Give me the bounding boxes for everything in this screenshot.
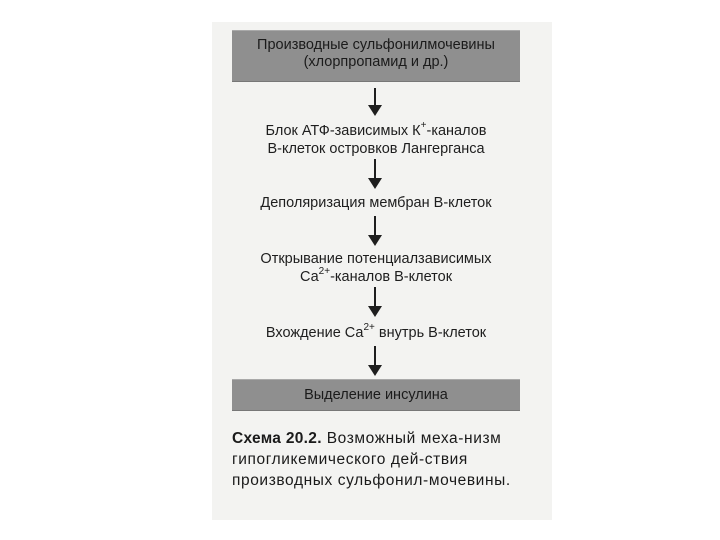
step2-line1: Деполяризация мембран В-клеток (260, 195, 492, 211)
start-box-line2: (хлорпропамид и др.) (303, 54, 449, 70)
caption-text: Возможный меха-низм гипогликемического дей-ствия производных сульфонил-мочевины. (232, 430, 511, 489)
arrow-4 (368, 287, 382, 317)
start-box-line1: Производные сульфонилмочевины (257, 37, 495, 53)
step3-line2: $Са^{2+}$-каналов В-клеток (299, 266, 453, 285)
arrow-1 (368, 88, 382, 116)
step4-line1: Вхождение $Са^{2+}$ внутрь В-клеток (265, 322, 487, 341)
caption-label: Схема 20.2. (232, 430, 322, 447)
step-potassium-channel-block (230, 122, 522, 158)
result-box (232, 379, 520, 411)
step-calcium-channel-opening (230, 250, 522, 286)
step3-line1: Открывание потенциалзависимых (260, 251, 492, 267)
arrow-2 (368, 159, 382, 189)
arrow-3 (368, 216, 382, 246)
step1-line1: Блок АТФ-зависимых К+-каналов (265, 120, 487, 139)
start-box (232, 30, 520, 82)
step-depolarization (230, 194, 522, 212)
result-box-line1: Выделение инсулина (304, 387, 448, 403)
step-calcium-entry (230, 324, 522, 342)
figure-caption (232, 428, 532, 491)
arrow-5 (368, 346, 382, 376)
step1-line2: В-клеток островков Лангерганса (267, 141, 485, 157)
